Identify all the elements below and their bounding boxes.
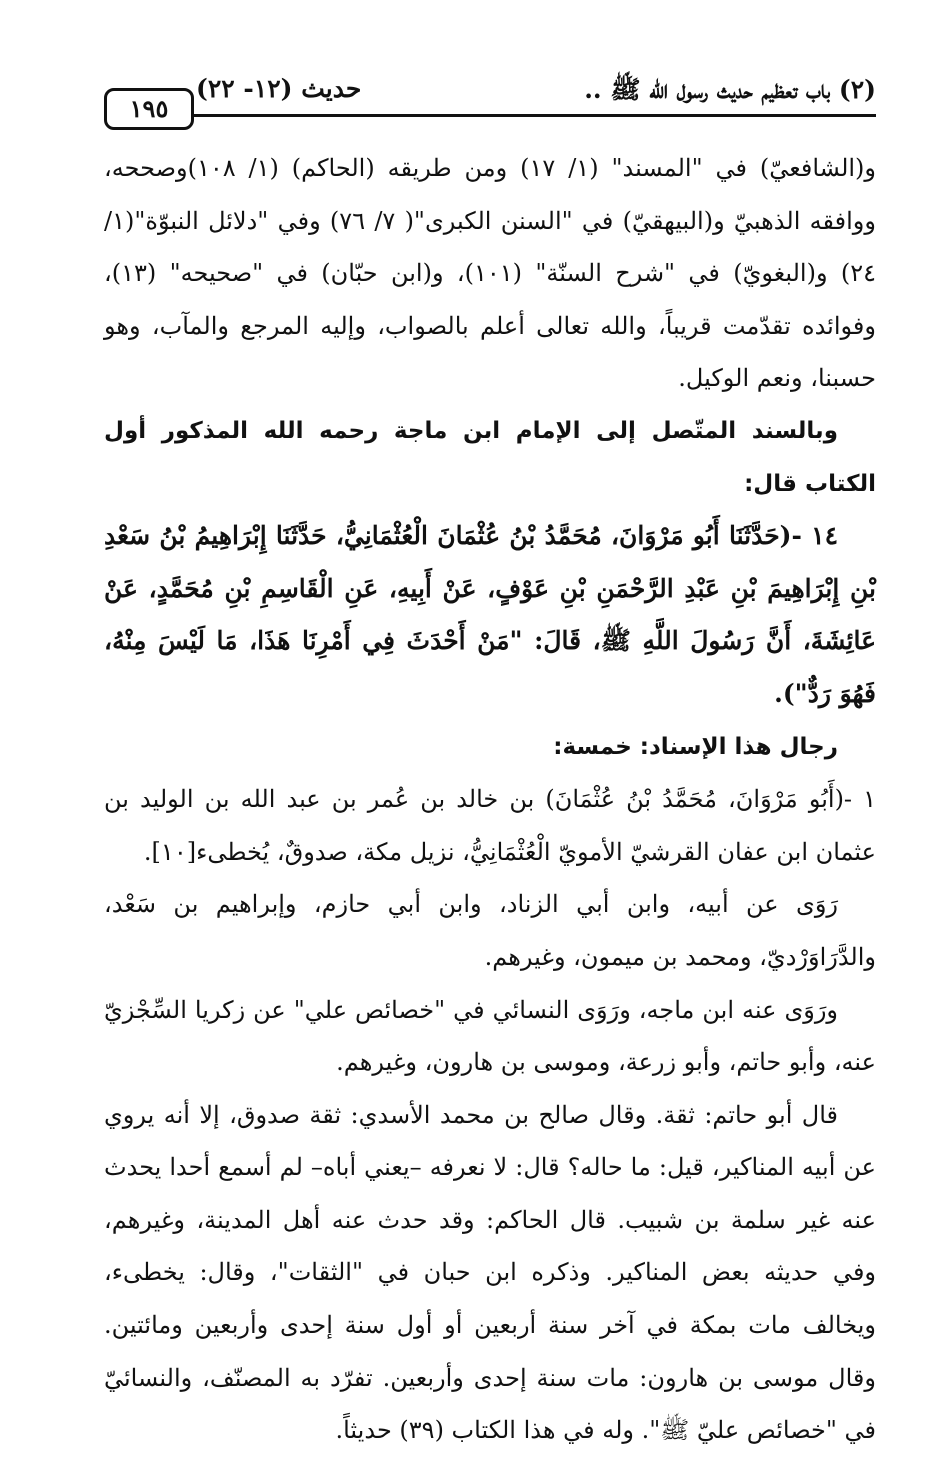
hadith-text: ١٤ -(حَدَّثَنَا أَبُو مَرْوَانَ، مُحَمَّدُ بْنُ عُثْمَانَ الْعُثْمَانِيُّ، حَدَّثَنَا إِبْرَاهِيمُ بْنُ سَعْدِ بْنِ إِبْرَاهِيمَ بْنِ عَبْدِ الرَّحْمَنِ بْنِ عَوْفٍ، عَنْ أَبِيهِ، عَنِ الْقَاسِمِ بْنِ مُحَمَّدٍ، عَنْ عَائِشَةَ، أَنَّ رَسُولَ اللَّهِ ﷺ، قَالَ: "مَنْ أَحْدَثَ فِي أَمْرِنَا هَذَا، مَا لَيْسَ مِنْهُ، فَهُوَ رَدٌّ"). bbox=[104, 521, 876, 708]
page-body bbox=[104, 142, 876, 1457]
narrators-heading: رجال هذا الإسناد: خمسة: bbox=[553, 733, 838, 760]
grading-paragraph: قال أبو حاتم: ثقة. وقال صالح بن محمد الأسدي: ثقة صدوق، إلا أنه يروي عن أبيه المناكير، قيل: ما حاله؟ قال: لا نعرفه –يعني أباه– لم أسمع أحدا يحدث عنه غير سلمة بن شبيب. قال الحاكم: وقد حدث عنه أهل المدينة، وغيرهم، وفي حديثه بعض المناكير. وذكره ابن حبان في "الثقات"، وقال: يخطىء، ويخالف مات بمكة في آخر سنة أربعين أو أول سنة إحدى وأربعين ومائتين. وقال موسى بن هارون: مات سنة إحدى وأربعين. تفرّد به المصنّف، والنسائيّ في "خصائص عليّ ﷺ". وله في هذا الكتاب (٣٩) حديثاً. bbox=[104, 1100, 877, 1445]
takhrij-paragraph: و(الشافعيّ) في "المسند" (١/ ١٧) ومن طريقه (الحاكم) (١/ ١٠٨)وصححه، ووافقه الذهبيّ و(البيهقيّ) في "السنن الكبرى"( ٧/ ٧٦) وفي "دلائل النبوّة"(١/ ٢٤) و(البغويّ) في "شرح السنّة" (١٠١)، و(ابن حبّان) في "صحيحه" (١٣)، وفوائده تقدّمت قريباً، والله تعالى أعلم بالصواب، وإليه المرجع والمآب، وهو حسبنا، ونعم الوكيل. bbox=[104, 154, 877, 393]
isnad-heading: وبالسند المتّصل إلى الإمام ابن ماجة رحمه الله المذكور أول الكتاب قال: bbox=[104, 417, 876, 497]
narrated-by-paragraph: ورَوَى عنه ابن ماجه، ورَوَى النسائي في "خصائص علي" عن زكريا السِّجْزيّ عنه، وأبو حاتم، وأبو زرعة، وموسى بن هارون، وغيرهم. bbox=[104, 995, 876, 1077]
hadith-range: حديث (١٢- ٢٢) bbox=[196, 74, 362, 103]
chapter-title: (٢) باب تعظيم حديث رسول الله ﷺ .. bbox=[584, 75, 876, 104]
header-rule bbox=[104, 114, 876, 117]
page-header bbox=[104, 68, 876, 126]
narrator-entry: ١ -(أَبُو مَرْوَانَ، مُحَمَّدُ بْنُ عُثْمَانَ) بن خالد بن عُمر بن عبد الله بن الوليد بن عثمان ابن عفان القرشيّ الأمويّ الْعُثْمَانِيُّ، نزيل مكة، صدوقٌ، يُخطىء[١٠]. bbox=[104, 785, 876, 866]
page-number: ١٩٥ bbox=[104, 88, 194, 130]
narrated-from-paragraph: رَوَى عن أبيه، وابن أبي الزناد، وابن أبي حازم، وإبراهيم بن سَعْد، والدَّرَاوَرْديّ، ومحمد بن ميمون، وغيرهم. bbox=[104, 890, 876, 971]
